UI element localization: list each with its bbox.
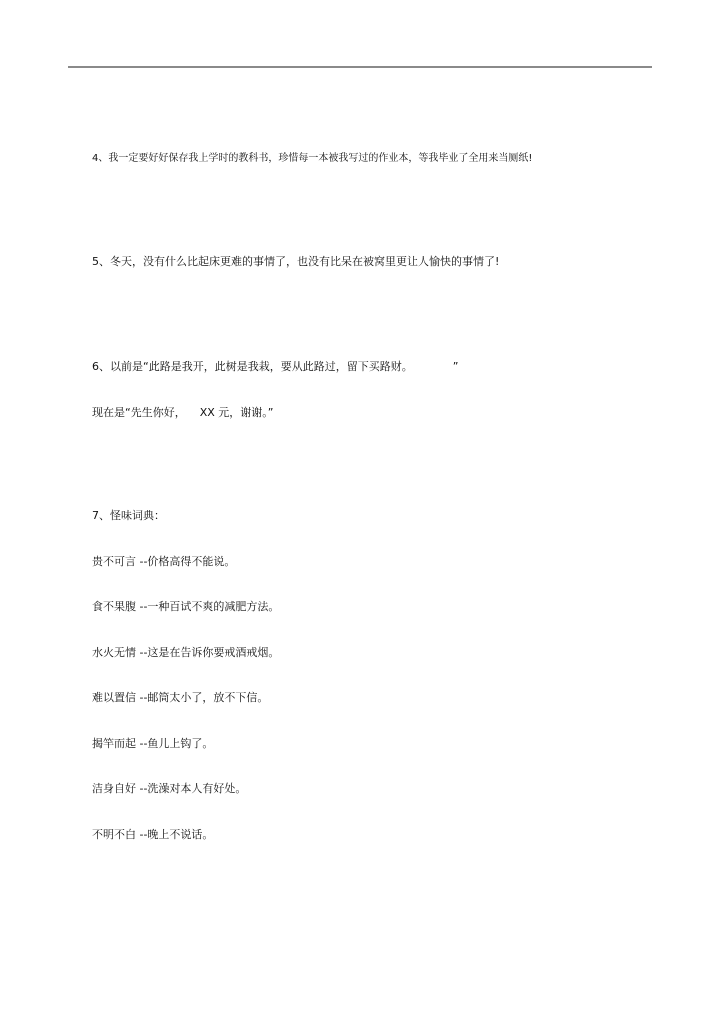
item-6-amount: XX — [199, 406, 215, 419]
item-5-text: 5、冬天，没有什么比起床更难的事情了，也没有比呆在被窝里更让人愉快的事情了! — [92, 255, 500, 268]
item-6-line-1-close: ” — [452, 360, 459, 373]
dictionary-entry: 贵不可言 --价格高得不能说。 — [92, 555, 236, 568]
item-6-line-2 — [92, 406, 273, 420]
dictionary-entry: 食不果腹 --一种百试不爽的减肥方法。 — [92, 600, 280, 613]
dictionary-entry: 不明不白 --晚上不说话。 — [92, 828, 214, 841]
item-7-heading: 7、怪味词典： — [92, 509, 165, 522]
item-4-text: 4、我一定要好好保存我上学时的教科书，珍惜每一本被我写过的作业本，等我毕业了全用来当厕纸! — [92, 153, 533, 164]
item-6-line-1 — [92, 360, 458, 374]
dictionary-entry: 洁身自好 --洗澡对本人有好处。 — [92, 782, 247, 795]
item-6-line-1-main: 6、以前是“此路是我开，此树是我栽，要从此路过，留下买路财。 — [92, 360, 413, 373]
dictionary-entry: 水火无情 --这是在告诉你要戒酒戒烟。 — [92, 646, 280, 659]
dictionary-entry: 难以置信 --邮筒太小了，放不下信。 — [92, 691, 269, 704]
item-6-line-2-prefix: 现在是“先生你好， — [92, 406, 186, 419]
item-6-line-2-suffix: 元，谢谢。” — [218, 406, 274, 419]
dictionary-entry: 揭竿而起 --鱼儿上钩了。 — [92, 737, 214, 750]
header-divider — [68, 66, 652, 68]
